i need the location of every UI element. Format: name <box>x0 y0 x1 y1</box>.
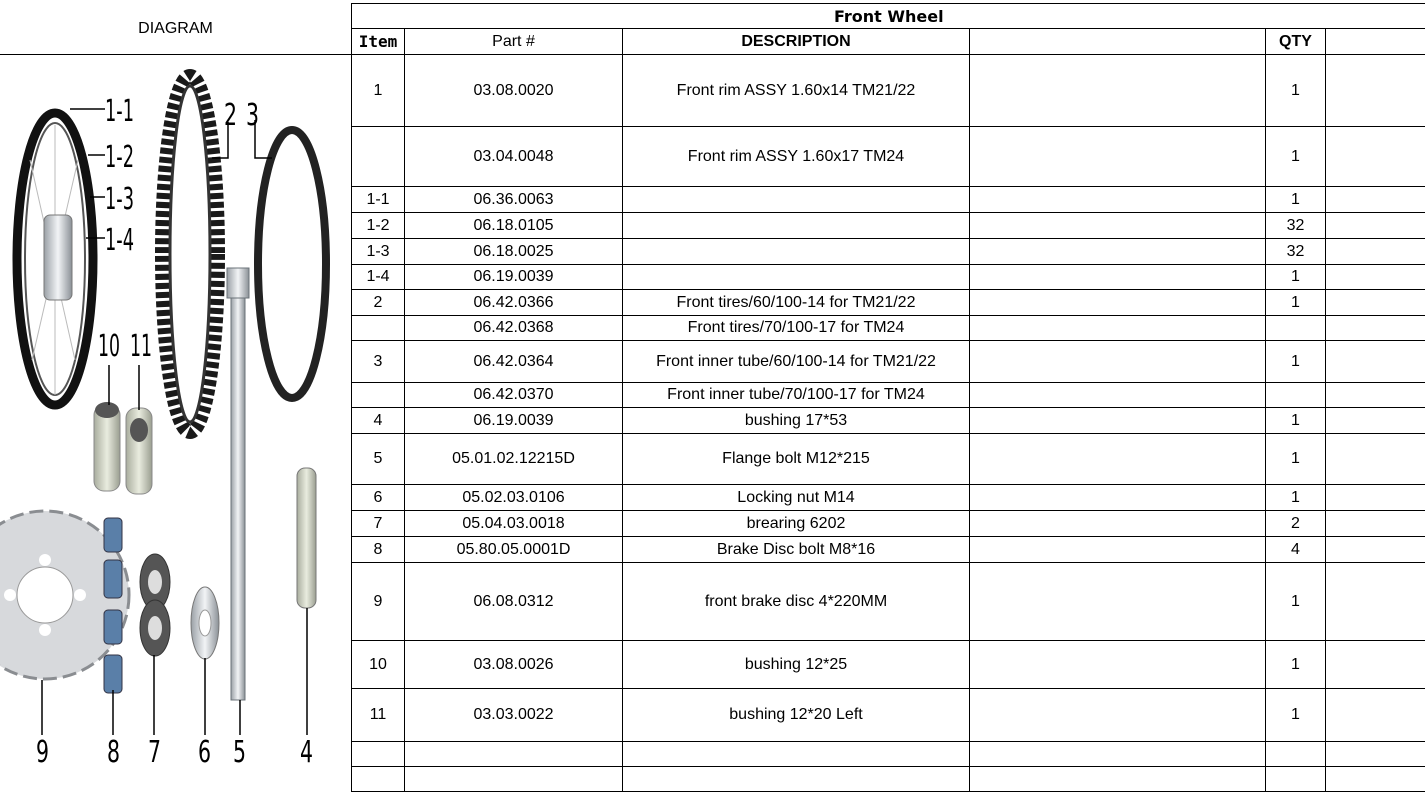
cell-item <box>352 767 405 792</box>
lock-nut-icon <box>191 587 219 659</box>
cell-item: 1-3 <box>352 239 405 265</box>
cell-part-number: 06.18.0025 <box>405 239 623 265</box>
callout-9: 9 <box>36 735 49 770</box>
cell-blank-2 <box>1326 742 1425 767</box>
table-row <box>352 265 1425 290</box>
cell-part-number: 03.04.0048 <box>405 127 623 187</box>
spacer-bushing-icon <box>297 468 316 608</box>
cell-part-number: 06.42.0364 <box>405 341 623 383</box>
table-row <box>352 187 1425 213</box>
cell-description <box>623 187 970 213</box>
cell-qty: 1 <box>1266 187 1326 213</box>
callout-1-4: 1-4 <box>105 223 134 258</box>
cell-description: Flange bolt M12*215 <box>623 434 970 485</box>
rim-assembly-icon <box>17 113 93 405</box>
col-header-part-number: Part # <box>405 29 623 55</box>
bushing-10-icon <box>94 402 120 491</box>
bearings-icon <box>140 554 170 656</box>
cell-part-number: 05.04.03.0018 <box>405 511 623 537</box>
cell-part-number: 06.36.0063 <box>405 187 623 213</box>
cell-item: 11 <box>352 689 405 742</box>
cell-part-number <box>405 767 623 792</box>
callout-3: 3 <box>246 98 259 133</box>
cell-blank <box>970 767 1266 792</box>
table-row <box>352 434 1425 485</box>
cell-description: bushing 17*53 <box>623 408 970 434</box>
axle-bolt-icon <box>227 268 249 700</box>
tire-icon <box>162 76 218 432</box>
cell-blank-2 <box>1326 187 1425 213</box>
cell-item: 1-4 <box>352 265 405 290</box>
cell-description: Front tires/70/100-17 for TM24 <box>623 316 970 341</box>
cell-qty: 2 <box>1266 511 1326 537</box>
table-title: Front Wheel <box>352 4 1425 29</box>
parts-table <box>351 3 1425 792</box>
cell-part-number: 06.42.0370 <box>405 383 623 408</box>
cell-description: bushing 12*25 <box>623 641 970 689</box>
cell-part-number: 06.08.0312 <box>405 563 623 641</box>
cell-description: front brake disc 4*220MM <box>623 563 970 641</box>
table-row <box>352 383 1425 408</box>
cell-blank-2 <box>1326 408 1425 434</box>
cell-qty: 1 <box>1266 485 1326 511</box>
table-row <box>352 239 1425 265</box>
callout-2: 2 <box>224 98 237 133</box>
cell-blank <box>970 239 1266 265</box>
table-row <box>352 767 1425 792</box>
cell-blank <box>970 434 1266 485</box>
cell-blank <box>970 641 1266 689</box>
cell-qty <box>1266 316 1326 341</box>
cell-qty: 1 <box>1266 290 1326 316</box>
cell-blank <box>970 265 1266 290</box>
callout-5: 5 <box>233 735 246 770</box>
cell-description: bushing 12*20 Left <box>623 689 970 742</box>
cell-qty: 32 <box>1266 239 1326 265</box>
cell-blank-2 <box>1326 537 1425 563</box>
cell-part-number: 03.08.0020 <box>405 55 623 127</box>
cell-qty: 1 <box>1266 408 1326 434</box>
cell-item: 1-1 <box>352 187 405 213</box>
callout-7: 7 <box>148 735 161 770</box>
cell-qty: 1 <box>1266 127 1326 187</box>
cell-qty: 1 <box>1266 641 1326 689</box>
cell-blank <box>970 485 1266 511</box>
cell-item <box>352 316 405 341</box>
cell-qty: 4 <box>1266 537 1326 563</box>
cell-part-number: 06.18.0105 <box>405 213 623 239</box>
cell-part-number: 06.19.0039 <box>405 408 623 434</box>
cell-blank-2 <box>1326 689 1425 742</box>
cell-item: 3 <box>352 341 405 383</box>
table-row <box>352 511 1425 537</box>
cell-part-number: 06.42.0368 <box>405 316 623 341</box>
cell-item <box>352 742 405 767</box>
cell-blank-2 <box>1326 316 1425 341</box>
cell-blank-2 <box>1326 265 1425 290</box>
cell-item: 8 <box>352 537 405 563</box>
cell-qty: 1 <box>1266 55 1326 127</box>
table-row <box>352 408 1425 434</box>
cell-part-number: 05.01.02.12215D <box>405 434 623 485</box>
table-row <box>352 341 1425 383</box>
cell-qty: 32 <box>1266 213 1326 239</box>
col-header-item: Item <box>352 29 405 55</box>
cell-blank-2 <box>1326 55 1425 127</box>
cell-item: 10 <box>352 641 405 689</box>
col-header-description: DESCRIPTION <box>623 29 970 55</box>
col-header-blank-2 <box>1326 29 1425 55</box>
table-row <box>352 485 1425 511</box>
cell-item: 6 <box>352 485 405 511</box>
cell-qty: 1 <box>1266 689 1326 742</box>
cell-description: Front inner tube/60/100-14 for TM21/22 <box>623 341 970 383</box>
table-row <box>352 742 1425 767</box>
cell-description: Front rim ASSY 1.60x14 TM21/22 <box>623 55 970 127</box>
cell-part-number: 03.08.0026 <box>405 641 623 689</box>
cell-description <box>623 239 970 265</box>
diagram-header: DIAGRAM <box>0 3 351 55</box>
cell-description: Locking nut M14 <box>623 485 970 511</box>
cell-blank <box>970 689 1266 742</box>
cell-blank-2 <box>1326 511 1425 537</box>
cell-blank <box>970 127 1266 187</box>
cell-part-number: 05.80.05.0001D <box>405 537 623 563</box>
callout-1-2: 1-2 <box>105 140 134 175</box>
inner-tube-icon <box>258 130 326 398</box>
cell-part-number <box>405 742 623 767</box>
cell-blank <box>970 408 1266 434</box>
cell-description <box>623 767 970 792</box>
cell-blank <box>970 537 1266 563</box>
cell-item <box>352 383 405 408</box>
cell-item <box>352 127 405 187</box>
cell-item: 7 <box>352 511 405 537</box>
cell-qty: 1 <box>1266 563 1326 641</box>
cell-part-number: 03.03.0022 <box>405 689 623 742</box>
cell-qty <box>1266 767 1326 792</box>
table-row <box>352 537 1425 563</box>
cell-blank-2 <box>1326 383 1425 408</box>
callout-6: 6 <box>198 735 211 770</box>
cell-item: 2 <box>352 290 405 316</box>
cell-blank-2 <box>1326 127 1425 187</box>
cell-blank <box>970 563 1266 641</box>
col-header-qty: QTY <box>1266 29 1326 55</box>
cell-item: 4 <box>352 408 405 434</box>
callout-1-1: 1-1 <box>105 94 134 129</box>
cell-qty <box>1266 742 1326 767</box>
cell-description: brearing 6202 <box>623 511 970 537</box>
cell-blank-2 <box>1326 213 1425 239</box>
bushing-11-icon <box>126 408 152 494</box>
table-row <box>352 641 1425 689</box>
cell-blank-2 <box>1326 641 1425 689</box>
cell-part-number: 06.42.0366 <box>405 290 623 316</box>
cell-blank-2 <box>1326 767 1425 792</box>
cell-item: 5 <box>352 434 405 485</box>
cell-blank-2 <box>1326 239 1425 265</box>
cell-blank <box>970 290 1266 316</box>
cell-blank <box>970 511 1266 537</box>
cell-item: 1 <box>352 55 405 127</box>
table-row <box>352 316 1425 341</box>
cell-qty: 1 <box>1266 265 1326 290</box>
callout-10: 10 <box>98 329 120 364</box>
cell-qty: 1 <box>1266 434 1326 485</box>
cell-part-number: 06.19.0039 <box>405 265 623 290</box>
cell-blank <box>970 383 1266 408</box>
cell-blank-2 <box>1326 485 1425 511</box>
cell-description <box>623 742 970 767</box>
callout-8: 8 <box>107 735 120 770</box>
cell-blank <box>970 213 1266 239</box>
callout-1-3: 1-3 <box>105 182 134 217</box>
cell-description: Brake Disc bolt M8*16 <box>623 537 970 563</box>
table-row <box>352 689 1425 742</box>
cell-description: Front rim ASSY 1.60x17 TM24 <box>623 127 970 187</box>
col-header-blank <box>970 29 1266 55</box>
callout-11: 11 <box>130 329 152 364</box>
cell-qty: 1 <box>1266 341 1326 383</box>
cell-blank-2 <box>1326 341 1425 383</box>
cell-blank <box>970 316 1266 341</box>
cell-part-number: 05.02.03.0106 <box>405 485 623 511</box>
exploded-parts-diagram <box>0 55 351 791</box>
callout-4: 4 <box>300 735 313 770</box>
cell-blank-2 <box>1326 563 1425 641</box>
cell-blank <box>970 742 1266 767</box>
cell-item: 1-2 <box>352 213 405 239</box>
cell-blank <box>970 55 1266 127</box>
table-row <box>352 55 1425 127</box>
table-row <box>352 290 1425 316</box>
table-row <box>352 213 1425 239</box>
cell-blank <box>970 341 1266 383</box>
cell-qty <box>1266 383 1326 408</box>
table-row <box>352 127 1425 187</box>
cell-blank-2 <box>1326 290 1425 316</box>
cell-description <box>623 213 970 239</box>
table-row <box>352 563 1425 641</box>
cell-blank <box>970 187 1266 213</box>
cell-description: Front tires/60/100-14 for TM21/22 <box>623 290 970 316</box>
cell-blank-2 <box>1326 434 1425 485</box>
cell-description <box>623 265 970 290</box>
cell-item: 9 <box>352 563 405 641</box>
cell-description: Front inner tube/70/100-17 for TM24 <box>623 383 970 408</box>
